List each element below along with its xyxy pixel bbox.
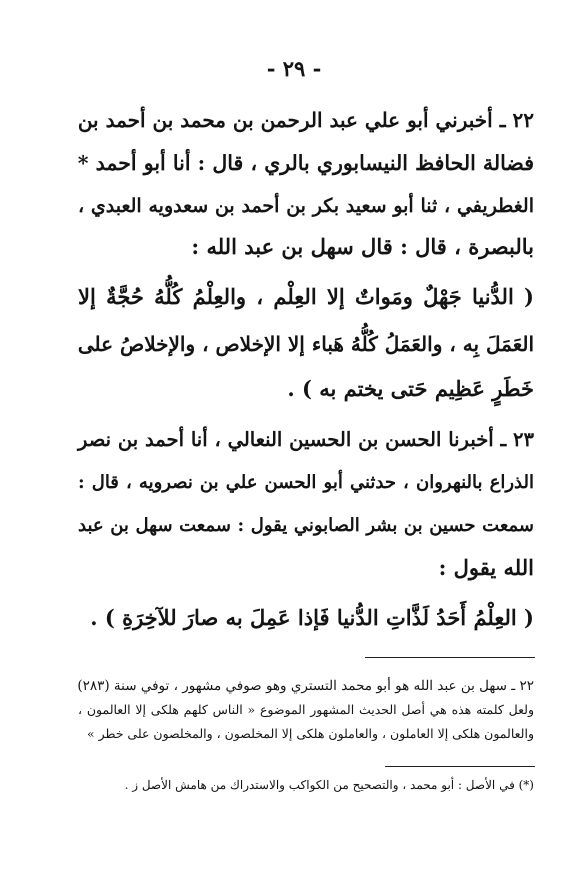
editor-note: (*) في الأصل : أبو محمد ، والتصحيح من الكواكب والاستدراك من هامش الأصل ز . bbox=[124, 778, 534, 792]
footnote-line-2: ولعل كلمته هذه هي أصل الحديث المشهور الموضوع « الناس كلهم هلكى إلا العالمون ، bbox=[78, 702, 534, 717]
quote-1-line-3: خَطَرٍ عَظِيم حَتى يختم به ) . bbox=[287, 376, 534, 401]
paragraph-22-line-2: فضالة الحافظ النيسابوري بالري ، قال : أنا أبو أحمد * bbox=[77, 151, 534, 175]
paragraph-22-line-4: بالبصرة ، قال : قال سهل بن عبد الله : bbox=[191, 234, 534, 259]
footnote-divider bbox=[365, 657, 535, 658]
paragraph-23-line-1: ٢٣ ـ أخبرنا الحسن بن الحسين النعالي ، أنا أحمد بن نصر bbox=[78, 428, 534, 451]
footnote-line-3: والعالمون هلكى إلا العاملون ، والعاملون هلكى إلا المخلصون ، والمخلصون على خطر » bbox=[86, 726, 534, 741]
quote-1-line-1: ( الدُّنيا جَهْلٌ ومَواتٌ إلا العِلْم ، والعِلْمُ كُلُّهُ حُجَّةٌ إلا bbox=[78, 284, 534, 309]
paragraph-22-line-3: الغطريفي ، ثنا أبو سعيد بكر بن أحمد بن سعدويه العبدي ، bbox=[78, 195, 534, 217]
paragraph-23-line-4: الله يقول : bbox=[438, 555, 534, 580]
note-divider bbox=[385, 766, 535, 767]
paragraph-23-line-2: الذراع بالنهروان ، حدثني أبو الحسن علي بن نصرويه ، قال : bbox=[78, 472, 534, 493]
paragraph-22-line-1: ٢٢ ـ أخبرني أبو علي عبد الرحمن بن محمد بن أحمد بن bbox=[77, 108, 534, 132]
quote-2-line-1: ( العِلْمُ أَحَدُ لَذَّاتِ الدُّنيا فَإذا عَمِلَ به صارَ للآخِرَةِ ) . bbox=[90, 605, 534, 630]
page-number: - ٢٩ - bbox=[266, 56, 322, 81]
quote-1-line-2: العَمَلَ بِه ، والعَمَلُ كُلُّهُ هَباء إلا الإخلاص ، والإخلاصُ على bbox=[77, 332, 534, 356]
paragraph-23-line-3: سمعت حسين بن بشر الصابوني يقول : سمعت سهل بن عبد bbox=[78, 515, 534, 536]
footnote-line-1: ٢٢ ـ سهل بن عبد الله هو أبو محمد التستري وهو صوفي مشهور ، توفي سنة (٢٨٣) bbox=[77, 678, 534, 694]
